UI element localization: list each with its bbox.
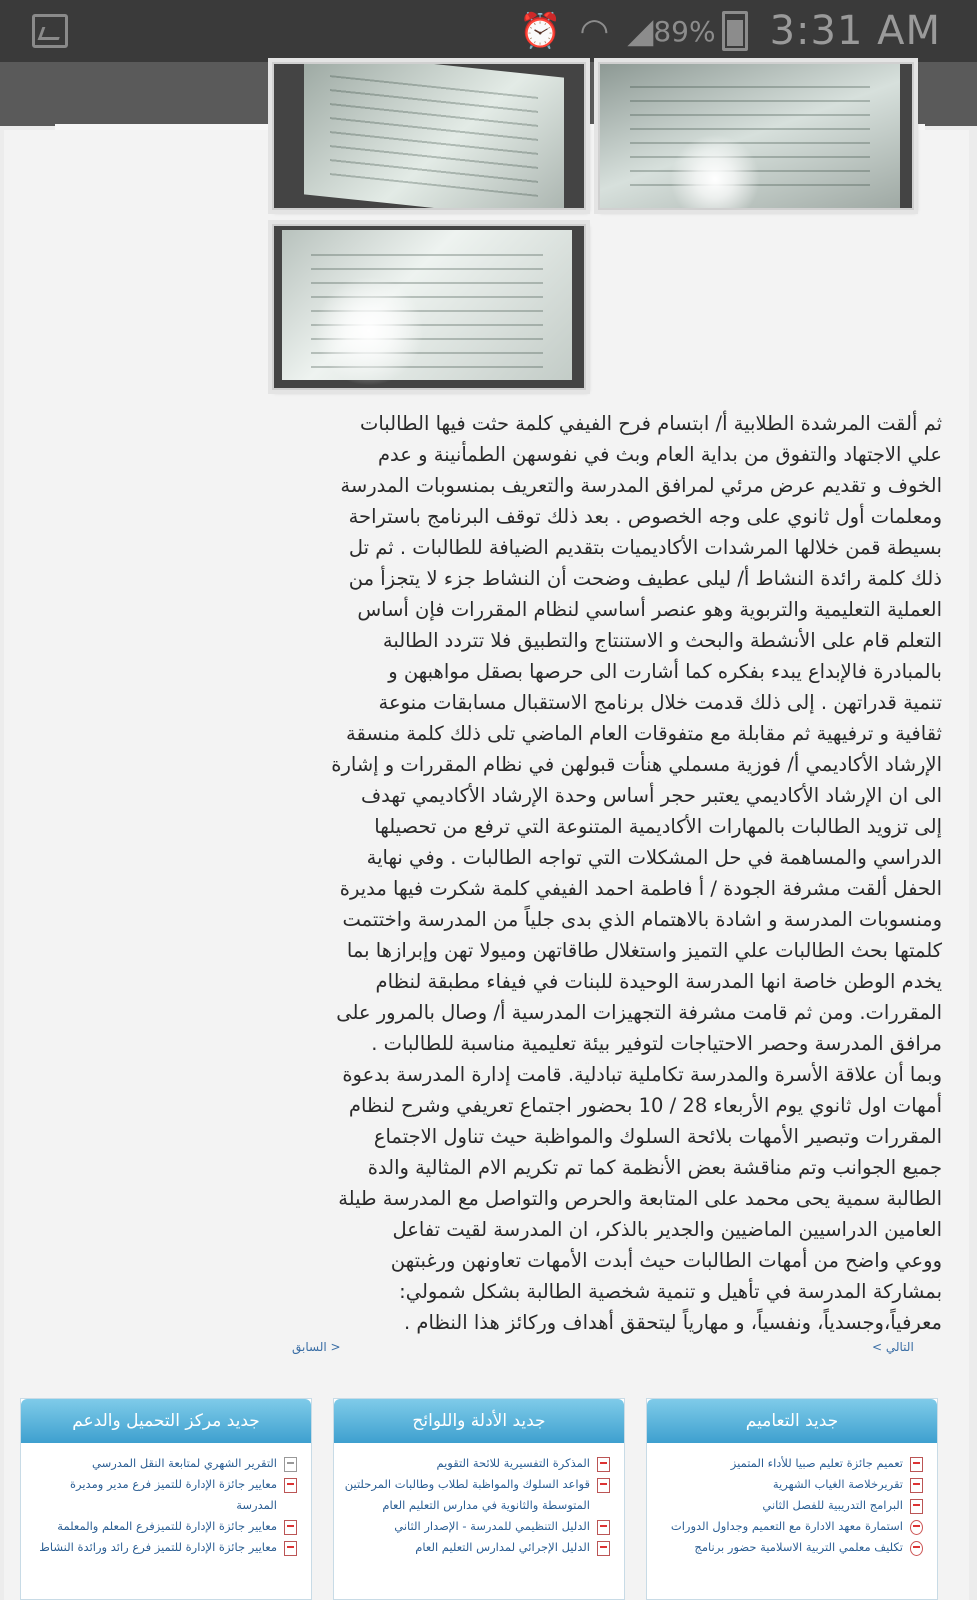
panel-downloads (20, 1398, 312, 1600)
pdf-icon (597, 1541, 610, 1556)
pdf-icon (910, 1478, 923, 1493)
article-line: بالمبادرة فالإبداع يبدء بفكره كما أشارت الى حرصها بصقل مواهبهن و (388, 660, 942, 683)
panel-title: جديد الأدلة واللوائح (334, 1399, 624, 1443)
article-line: كلمتها بحث الطالبات علي التميز واستغلال طاقاتهن وميولا تهن وإبرازها بما (346, 939, 942, 962)
article-line: ومنسوبات المدرسة و اشادة بالاهتمام الذي بدى جلياً من المدرسة واختتمت (342, 908, 942, 931)
article-line: ثقافية و ترفيهية ثم مقابلة مع متفوقات العام الماضي تلى ذلك كلمة منسقة (346, 722, 942, 745)
panel-guides (333, 1398, 625, 1600)
battery-icon (722, 11, 748, 51)
status-bar (0, 0, 977, 62)
projector-screen (304, 62, 564, 210)
article-line: العامين الدراسيين الماضيين والجدير بالذكر، ان المدرسة لقيت تفاعل (392, 1218, 942, 1241)
doc-icon (284, 1457, 297, 1472)
status-icons (501, 8, 941, 54)
article-line: الدراسي والمساهمة في حل المشكلات التي تواجه الطالبات . وفي نهاية (366, 846, 942, 869)
article-body (270, 408, 942, 1338)
article-line: يخدم الوطن خاصة انها المدرسة الوحيدة للبنات في فيفاء مطبقة لنظام (375, 970, 942, 993)
article-line: التعلم قام على الأنشطة والبحث و الاستنتاج والتطبيق فلا تتردد الطالبة (382, 629, 942, 652)
panel-circulars (646, 1398, 938, 1600)
download-link[interactable]: معايير جائزة الإدارة للتميزفرع المعلم والمعلمة (31, 1516, 297, 1537)
pdf-icon (284, 1541, 297, 1556)
article-line: تنمية قدراتهن . إلى ذلك قدمت خلال برنامج الاستقبال مسابقات منوعة (378, 691, 942, 714)
circular-link[interactable]: تعميم جائزة تعليم صبيا للأداء المتميز (657, 1453, 923, 1474)
download-link[interactable]: التقرير الشهري لمتابعة النقل المدرسي (31, 1453, 297, 1474)
pdf-icon (284, 1478, 297, 1493)
article-line: الطالبة سمية يحى محمد على المتابعة والحرص والتواصل مع المدرسة طيلة (338, 1187, 942, 1210)
article-line: مرافق المدرسة وحصر الاحتياجات لتوفير بيئة تعليمية مناسبة للطالبات . (371, 1032, 942, 1055)
article-line: ووعي واضح من أمهات الطالبات حيث أبدت الأمهات تعاونهن ورغبتهن (390, 1249, 942, 1272)
clock: 3:31 AM (769, 8, 941, 54)
pdf-icon (597, 1478, 610, 1493)
gallery-photo-3[interactable] (272, 224, 586, 390)
guide-link[interactable]: قواعد السلوك والمواظبة لطلاب وطالبات المرحلتين المتوسطة والثانوية في مدارس التعليم العام (344, 1474, 610, 1516)
pdf-icon (910, 1499, 923, 1514)
guide-link[interactable]: الدليل التنظيمي للمدرسة - الإصدار الثاني (344, 1516, 610, 1537)
gallery-notification-icon (32, 14, 68, 48)
circular-link[interactable]: البرامج التدريبية للفصل الثاني (657, 1495, 923, 1516)
article-line: الحفل ألقت مشرفة الجودة / أ فاطمة احمد الفيفي كلمة شكرت فيها مديرة (339, 877, 942, 900)
article-line: المقررات. ومن ثم قامت مشرفة التجهيزات المدرسية أ/ وصال بالمرور على (336, 1001, 942, 1024)
circular-link[interactable]: استمارة معهد الادارة مع التعميم وجداول الدورات (657, 1516, 923, 1537)
article-line: ذلك كلمة رائدة النشاط أ/ ليلى عطيف وضحت أن النشاط جزء لا يتجزأ من (348, 567, 942, 590)
guide-link[interactable]: المذكرة التفسيرية للائحة التقويم (344, 1453, 610, 1474)
wifi-icon: ◠ (579, 11, 610, 51)
article-line: بسيطة قمن خلالها المرشدات الأكاديميات بتقديم الضيافة للطالبات . ثم تل (348, 536, 942, 559)
article-line: أمهات اول ثانوي يوم الأربعاء 28 / 10 بحضور اجتماع تعريفي وشرح لنظام (348, 1094, 942, 1117)
article-line: الإرشاد الأكاديمي أ/ فوزية مسملي هنأت قبولهن في نظام المقررات و إشارة (331, 753, 942, 776)
circular-link[interactable]: تقريرخلاصة الغياب الشهرية (657, 1474, 923, 1495)
article-line: إلى تزويد الطالبات بالمهارات الأكاديمية المتنوعة التي ترفع من تحصيلها (374, 815, 942, 838)
next-link[interactable]: التالي > (872, 1340, 914, 1354)
gallery-photo-1[interactable] (272, 62, 586, 210)
article-line: الى ان الإرشاد الأكاديمي يعتبر حجر أساس وحدة الإرشاد الأكاديمي تهدف (360, 784, 942, 807)
article-line: ثم ألقت المرشدة الطلابية أ/ ابتسام فرح الفيفي كلمة حثت فيها الطالبات (359, 412, 942, 435)
alarm-icon: ⏰ (519, 11, 562, 51)
guide-link[interactable]: الدليل الإجرائي لمدارس التعليم العام (344, 1537, 610, 1558)
pdf-icon (597, 1457, 610, 1472)
pdf-icon (910, 1457, 923, 1472)
article-line: معرفياً،وجسدياً، ونفسياً، و مهارياً ليتحقق أهداف وركائز هذا النظام . (403, 1311, 942, 1334)
projector-glare (314, 276, 424, 386)
circular-link[interactable]: تكليف معلمي التربية الاسلامية حضور برنامج (657, 1537, 923, 1558)
article-line: ومعلمات أول ثانوي على وجه الخصوص . بعد ذلك توقف البرنامج باستراحة (348, 505, 942, 528)
battery-percent: 89% (653, 14, 716, 48)
article-line: العملية التعليمية والتربوية وهو عنصر أساسي لنظام المقررات فإن أساس (357, 598, 942, 621)
article-line: المقررات وتبصير الأمهات بلائحة السلوك والمواظبة حيث تناول الاجتماع (373, 1125, 942, 1148)
panel-title: جديد مركز التحميل والدعم (21, 1399, 311, 1443)
article-line: بمشاركة المدرسة في تأهيل و تنمية شخصية الطالبة بشكل شمولي: (399, 1280, 942, 1303)
article-line: جميع الجوانب وتم مناقشة بعض الأنظمة كما تم تكريم الام المثالية والدة (367, 1156, 942, 1179)
article-line: علي الاجتهاد والتفوق من بداية العام وبث في نفوسهن الطمأنينة و عدم (377, 443, 942, 466)
pin-icon (910, 1541, 923, 1556)
download-link[interactable]: معايير جائزة الإدارة للتميز فرع مدير ومديرة المدرسة (31, 1474, 297, 1516)
gallery-photo-2[interactable] (598, 62, 914, 210)
pin-icon (910, 1520, 923, 1535)
pdf-icon (597, 1520, 610, 1535)
pdf-icon (284, 1520, 297, 1535)
panel-title: جديد التعاميم (647, 1399, 937, 1443)
download-link[interactable]: معايير جائزة الإدارة للتميز فرع رائد ورائدة النشاط (31, 1537, 297, 1558)
previous-link[interactable]: < السابق (292, 1340, 341, 1354)
article-line: الخوف و تقديم عرض مرئي لمرافق المدرسة والتعريف بمنسوبات المدرسة (340, 474, 942, 497)
signal-icon: ◢ (627, 11, 654, 51)
article-line: وبما أن علاقة الأسرة والمدرسة تكاملية تبادلية. قامت إدارة المدرسة بدعوة (342, 1063, 942, 1086)
